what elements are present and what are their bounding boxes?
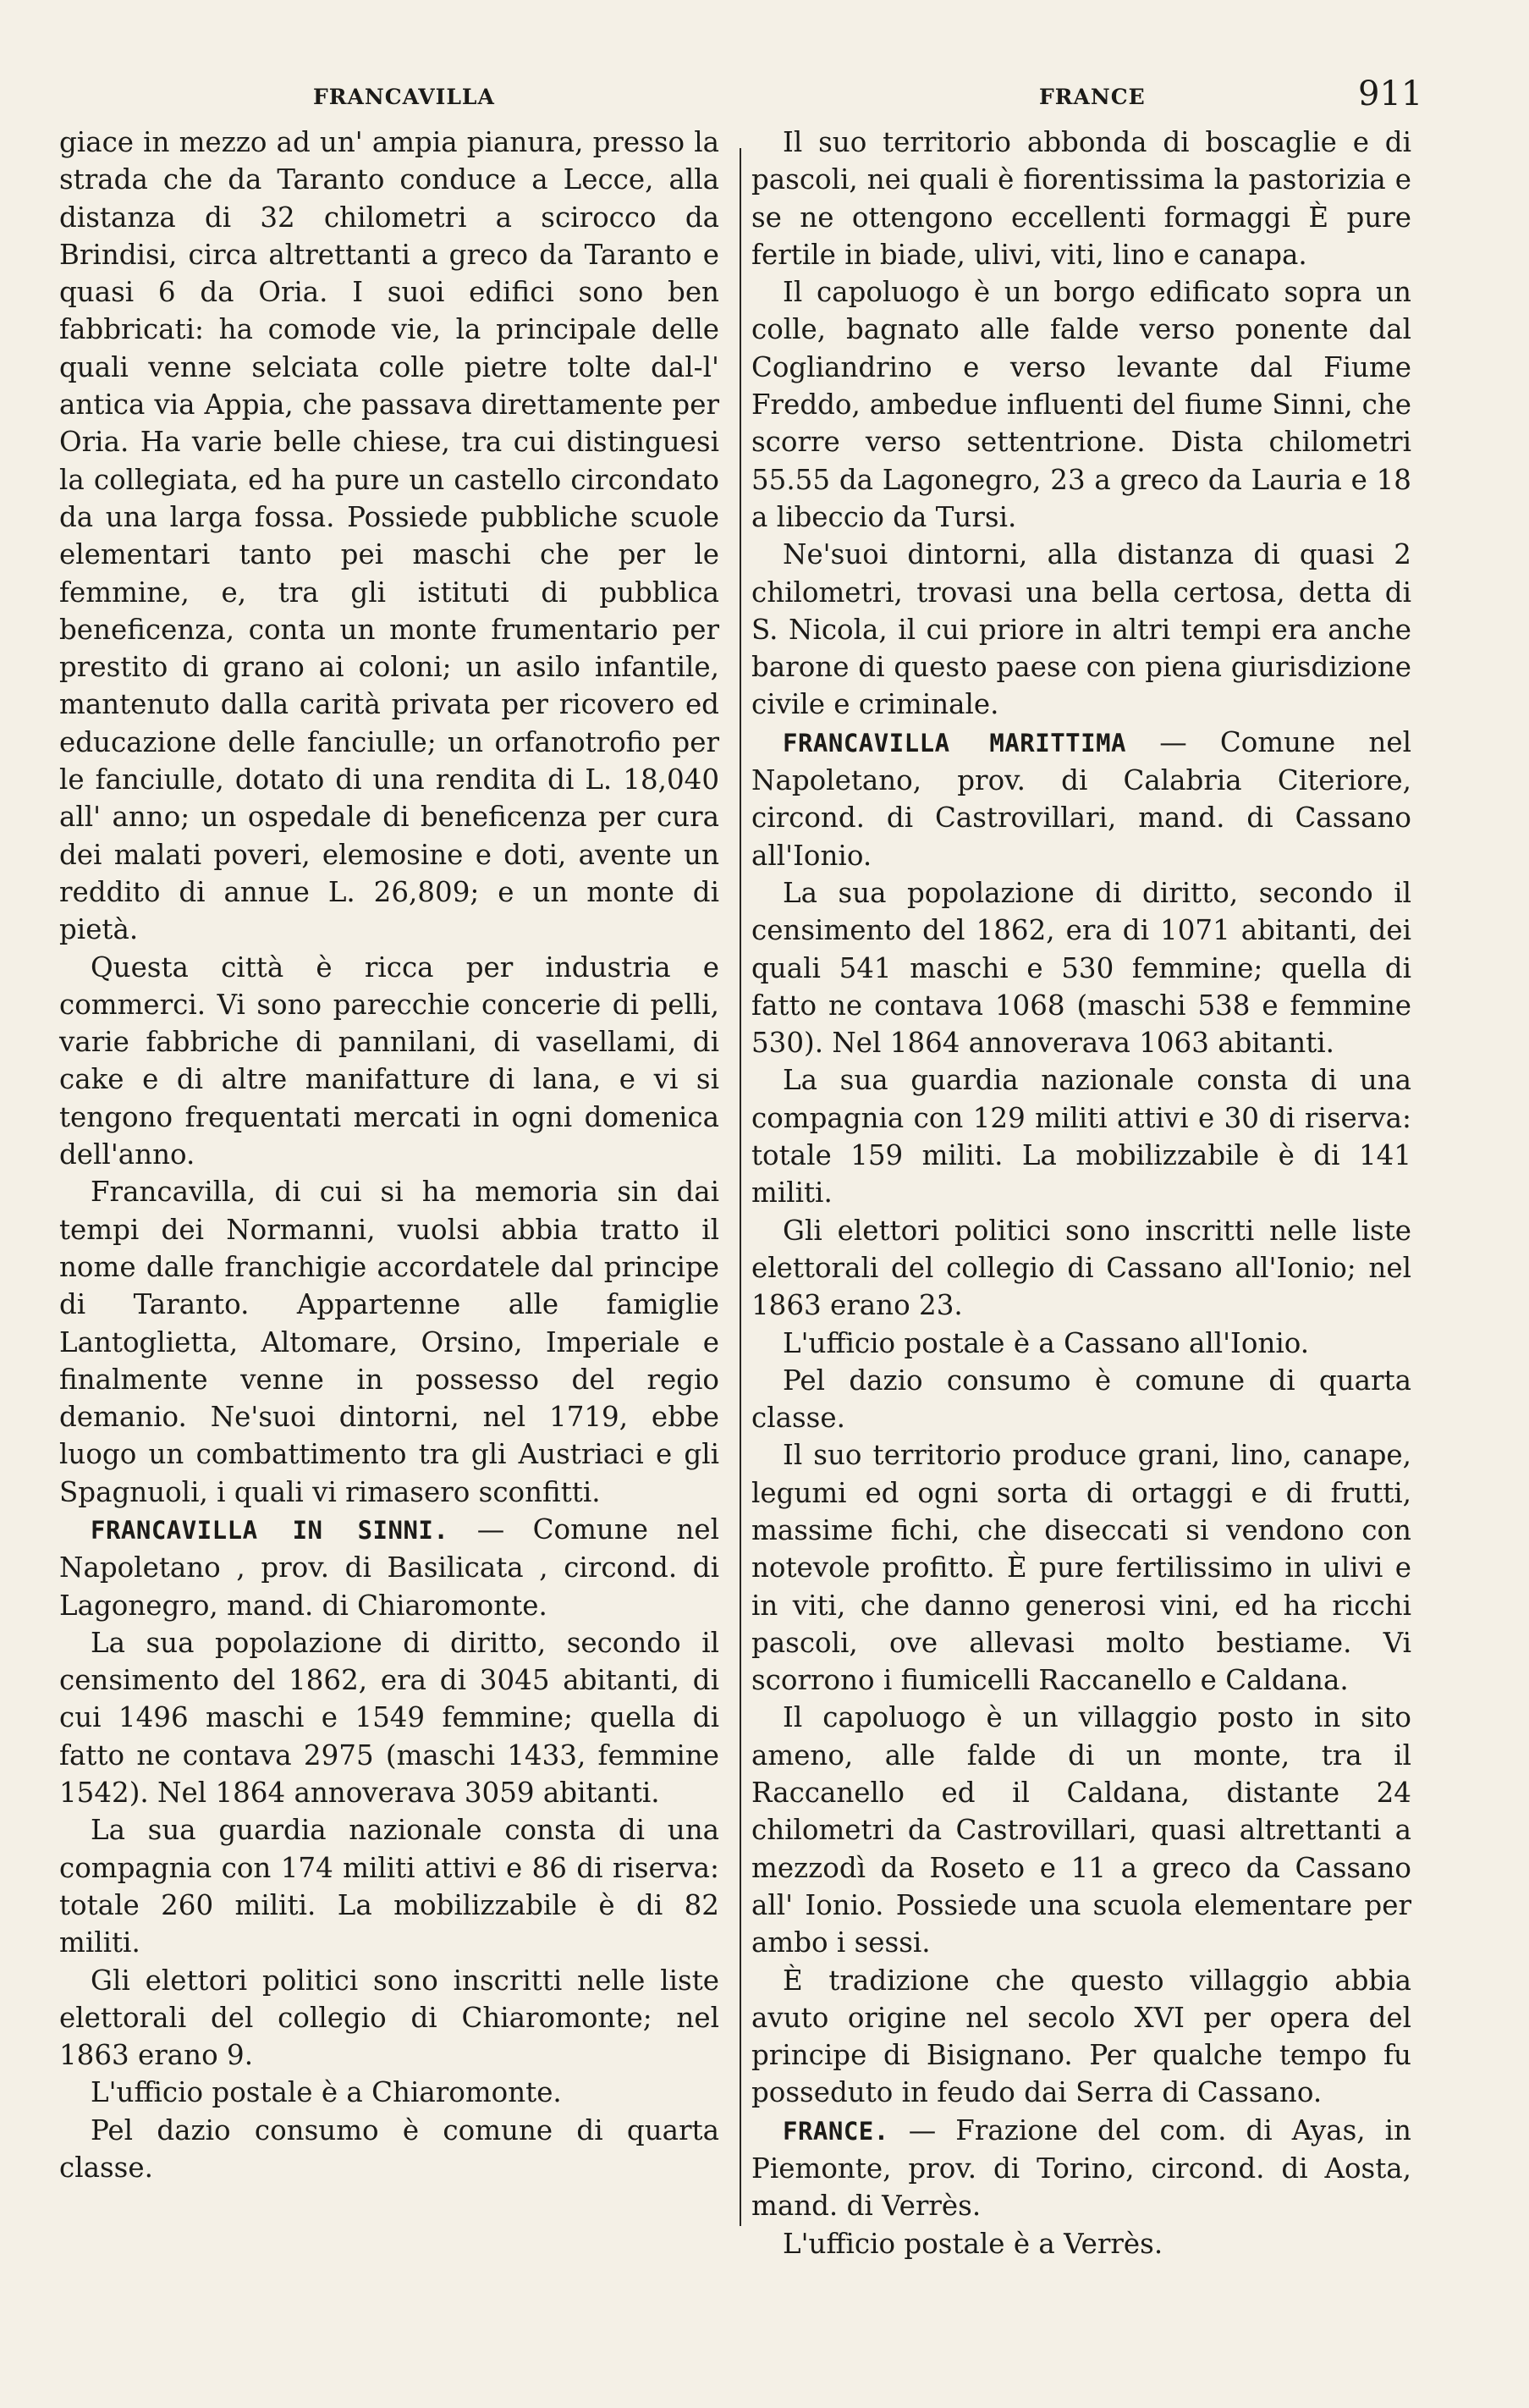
- paragraph: La sua popolazione di diritto, secondo il censimento del 1862, era di 1071 abitanti, dei quali 541 maschi e 530 femmine; quella di fatto ne contava 1068 (maschi 538 e femmine 530). Nel 1864 annoverava 1063 abitanti.: [751, 876, 1411, 1060]
- paragraph: Pel dazio consumo è comune di quarta classe.: [59, 2113, 719, 2185]
- entry-francavilla-in-sinni: [59, 1511, 719, 1624]
- paragraph: La sua guardia nazionale consta di una compagnia con 129 militi attivi e 30 di riserva: totale 159 militi. La mobilizzabile è di 141 militi.: [751, 1064, 1411, 1210]
- entry-france: [751, 2112, 1411, 2225]
- paragraph: Il capoluogo è un villaggio posto in sito ameno, alle falde di un monte, tra il Raccanello ed il Caldana, distante 24 chilometri da Castrovillari, quasi altrettanti a mezzodì da Roseto e 11 a greco da Cassano all' Ionio. Possiede una scuola elementare per ambo i sessi.: [751, 1701, 1411, 1959]
- paragraph: L'ufficio postale è a Chiaromonte.: [91, 2076, 562, 2109]
- paragraph: Pel dazio consumo è comune di quarta classe.: [751, 1364, 1411, 1435]
- right-column: [751, 124, 1411, 2262]
- paragraph: Questa città è ricca per industria e commerci. Vi sono parecchie concerie di pelli, varie fabbriche di pannilani, di vasellami, di cake e di altre manifatture di lana, e vi si tengono frequentati mercati in ogni domenica dell'anno.: [59, 951, 719, 1171]
- paragraph: Gli elettori politici sono inscritti nelle liste elettorali del collegio di Chiaromonte; nel 1863 erano 9.: [59, 1964, 719, 2072]
- entry-lead: — Comune nel Napoletano , prov. di Basilicata , circond. di Lagonegro, mand. di Chiaromonte.: [59, 1513, 719, 1622]
- entry-title: FRANCE.: [783, 2116, 889, 2146]
- paragraph: L'ufficio postale è a Cassano all'Ionio.: [783, 1326, 1310, 1359]
- entry-title: FRANCAVILLA MARITTIMA: [783, 728, 1127, 758]
- running-head-right: FRANCE: [1039, 85, 1146, 109]
- paragraph: L'ufficio postale è a Verrès.: [783, 2227, 1163, 2260]
- paragraph: Il suo territorio abbonda di boscaglie e di pascoli, nei quali è fiorentissima la pastorizia e se ne ottengono eccellenti formaggi È pure fertile in biade, ulivi, viti, lino e canapa.: [751, 126, 1411, 271]
- entry-lead: — Comune nel Napoletano, prov. di Calabria Citeriore, circond. di Castrovillari, mand. di Cassano all'Ionio.: [751, 725, 1411, 872]
- left-column: [59, 124, 719, 2186]
- paragraph: Ne'suoi dintorni, alla distanza di quasi 2 chilometri, trovasi una bella certosa, detta di S. Nicola, il cui priore in altri tempi era anche barone di questo paese con piena giurisdizione civile e criminale.: [751, 538, 1411, 721]
- paragraph: giace in mezzo ad un' ampia pianura, presso la strada che da Taranto conduce a Lecce, alla distanza di 32 chilometri a scirocco da Brindisi, circa altrettanti a greco da Taranto e quasi 6 da Oria. I suoi edifici sono ben fabbricati: ha comode vie, la principale delle quali venne selciata colle pietre tolte dal-l' antica via Appia, che passava direttamente per Oria. Ha varie belle chiese, tra cui distinguesi la collegiata, ed ha pure un castello circondato da una larga fossa. Possiede pubbliche scuole elementari tanto pei maschi che per le femmine, e, tra gli istituti di pubblica beneficenza, conta un monte frumentario per prestito di grano ai coloni; un asilo infantile, mantenuto dalla carità privata per ricovero ed educazione delle fanciulle; un orfanotrofio per le fanciulle, dotato di una rendita di L. 18,040 all' anno; un ospedale di beneficenza per cura dei malati poveri, elemosine e doti, avente un reddito di annue L. 26,809; e un monte di pietà.: [59, 126, 719, 946]
- paragraph: La sua popolazione di diritto, secondo il censimento del 1862, era di 3045 abitanti, di cui 1496 maschi e 1549 femmine; quella di fatto ne contava 2975 (maschi 1433, femmine 1542). Nel 1864 annoverava 3059 abitanti.: [59, 1626, 719, 1810]
- column-divider: [740, 148, 741, 2226]
- paragraph: Il suo territorio produce grani, lino, canape, legumi ed ogni sorta di ortaggi e di frutti, massime fichi, che diseccati si vendono con notevole profitto. È pure fertilissimo in ulivi e in viti, che danno generosi vini, ed ha ricchi pascoli, ove allevasi molto bestiame. Vi scorrono i fiumicelli Raccanello e Caldana.: [751, 1439, 1411, 1697]
- paragraph: È tradizione che questo villaggio abbia avuto origine nel secolo XVI per opera del principe di Bisignano. Per qualche tempo fu posseduto in feudo dai Serra di Cassano.: [751, 1964, 1411, 2109]
- page-number: 911: [1358, 74, 1423, 113]
- paragraph: Gli elettori politici sono inscritti nelle liste elettorali del collegio di Cassano all'Ionio; nel 1863 erano 23.: [751, 1214, 1411, 1322]
- running-head-left: FRANCAVILLA: [313, 85, 495, 109]
- paragraph: Il capoluogo è un borgo edificato sopra un colle, bagnato alle falde verso ponente dal Cogliandrino e verso levante dal Fiume Freddo, ambedue influenti del fiume Sinni, che scorre verso settentrione. Dista chilometri 55.55 da Lagonegro, 23 a greco da Lauria e 18 a libeccio da Tursi.: [751, 276, 1411, 533]
- paragraph: La sua guardia nazionale consta di una compagnia con 174 militi attivi e 86 di riserva: totale 260 militi. La mobilizzabile è di 82 militi.: [59, 1814, 719, 1959]
- entry-francavilla-marittima: [751, 724, 1411, 874]
- entry-lead: — Frazione del com. di Ayas, in Piemonte, prov. di Torino, circond. di Aosta, mand. di Verrès.: [751, 2113, 1411, 2223]
- entry-title: FRANCAVILLA IN SINNI.: [91, 1515, 449, 1545]
- paragraph: Francavilla, di cui si ha memoria sin dai tempi dei Normanni, vuolsi abbia tratto il nome dalle franchigie accordatele dal principe di Taranto. Appartenne alle famiglie Lantoglietta, Altomare, Orsino, Imperiale e finalmente venne in possesso del regio demanio. Ne'suoi dintorni, nel 1719, ebbe luogo un combattimento tra gli Austriaci e gli Spagnuoli, i quali vi rimasero sconfitti.: [59, 1176, 719, 1508]
